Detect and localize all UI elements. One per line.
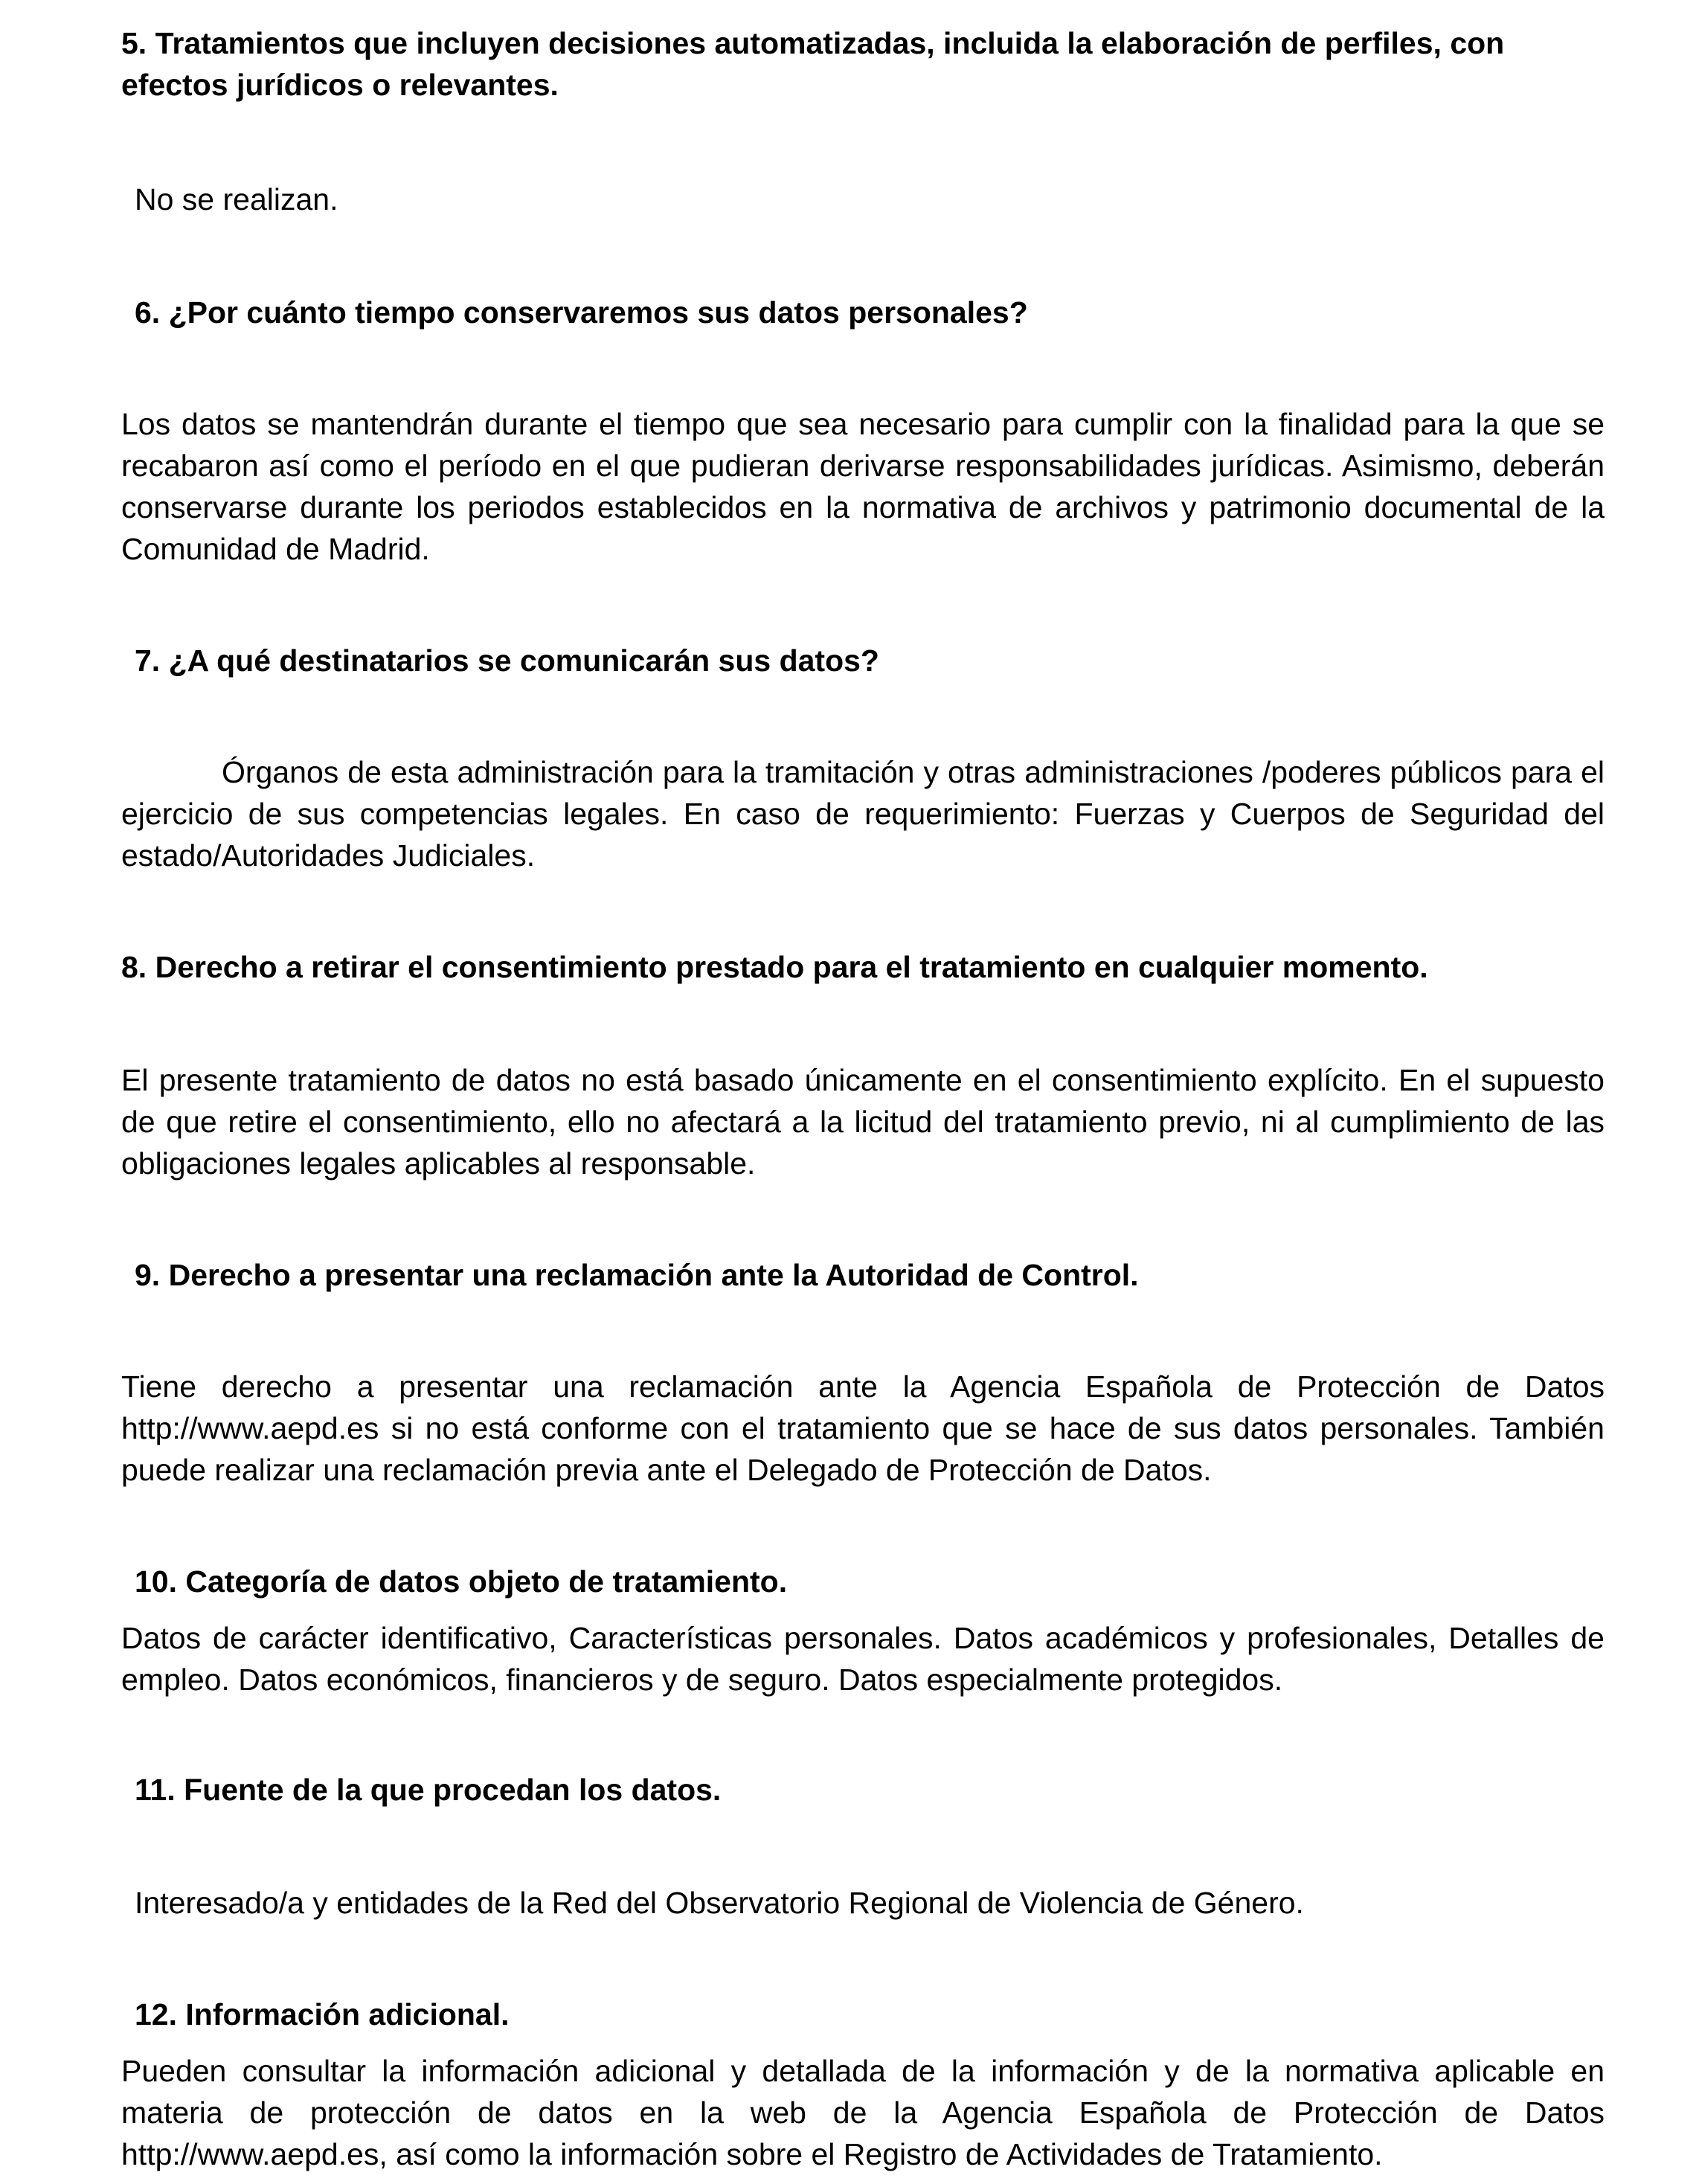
section-12-heading: 12. Información adicional. — [135, 1997, 510, 2032]
section-6-body: Los datos se mantendrán durante el tiempo que sea necesario para cumplir con la finalidad para la que se recabaron así como el período en el que pudieran derivarse responsabilidades jurídicas. Asimismo, deberán conservarse durante los periodos establecidos en la normativa de archivos y patrimonio documental de la Comunidad de Madrid. — [121, 407, 1605, 566]
section-9-heading: 9. Derecho a presentar una reclamación ante la Autoridad de Control. — [135, 1258, 1139, 1292]
section-10-body: Datos de carácter identificativo, Características personales. Datos académicos y profesionales, Detalles de empleo. Datos económicos, financieros y de seguro. Datos especialmente protegidos. — [121, 1621, 1605, 1697]
section-10-heading: 10. Categoría de datos objeto de tratamiento. — [135, 1564, 788, 1599]
section-11-heading: 11. Fuente de la que procedan los datos. — [135, 1773, 722, 1807]
section-5-body: No se realizan. — [135, 182, 338, 216]
section-8-body: El presente tratamiento de datos no está basado únicamente en el consentimiento explícito. En el supuesto de que retire el consentimiento, ello no afectará a la licitud del tratamiento previo, ni al cumplimiento de las obligaciones legales aplicables al responsable. — [121, 1063, 1605, 1181]
section-8-heading: 8. Derecho a retirar el consentimiento prestado para el tratamiento en cualquier momento. — [121, 950, 1428, 984]
section-7-body: Órganos de esta administración para la tramitación y otras administraciones /poderes públicos para el ejercicio de sus competencias legales. En caso de requerimiento: Fuerzas y Cuerpos de Seguridad del estado/Autoridades Judiciales. — [121, 755, 1605, 873]
section-11-body: Interesado/a y entidades de la Red del Observatorio Regional de Violencia de Género. — [135, 1886, 1304, 1920]
section-6-heading: 6. ¿Por cuánto tiempo conservaremos sus datos personales? — [135, 295, 1028, 330]
section-5-heading: 5. Tratamientos que incluyen decisiones automatizadas, incluida la elaboración de perfiles, con efectos jurídicos o relevantes. — [121, 26, 1505, 102]
section-12-body: Pueden consultar la información adicional y detallada de la información y de la normativa aplicable en materia de protección de datos en la web de la Agencia Española de Protección de Datos http://www.aepd.es, así como la información sobre el Registro de Actividades de Tratamiento. — [121, 2054, 1605, 2171]
section-9-body: Tiene derecho a presentar una reclamación ante la Agencia Española de Protección de Datos http://www.aepd.es si no está conforme con el tratamiento que se hace de sus datos personales. También puede realizar una reclamación previa ante el Delegado de Protección de Datos. — [121, 1369, 1605, 1487]
section-7-heading: 7. ¿A qué destinatarios se comunicarán sus datos? — [135, 643, 879, 678]
